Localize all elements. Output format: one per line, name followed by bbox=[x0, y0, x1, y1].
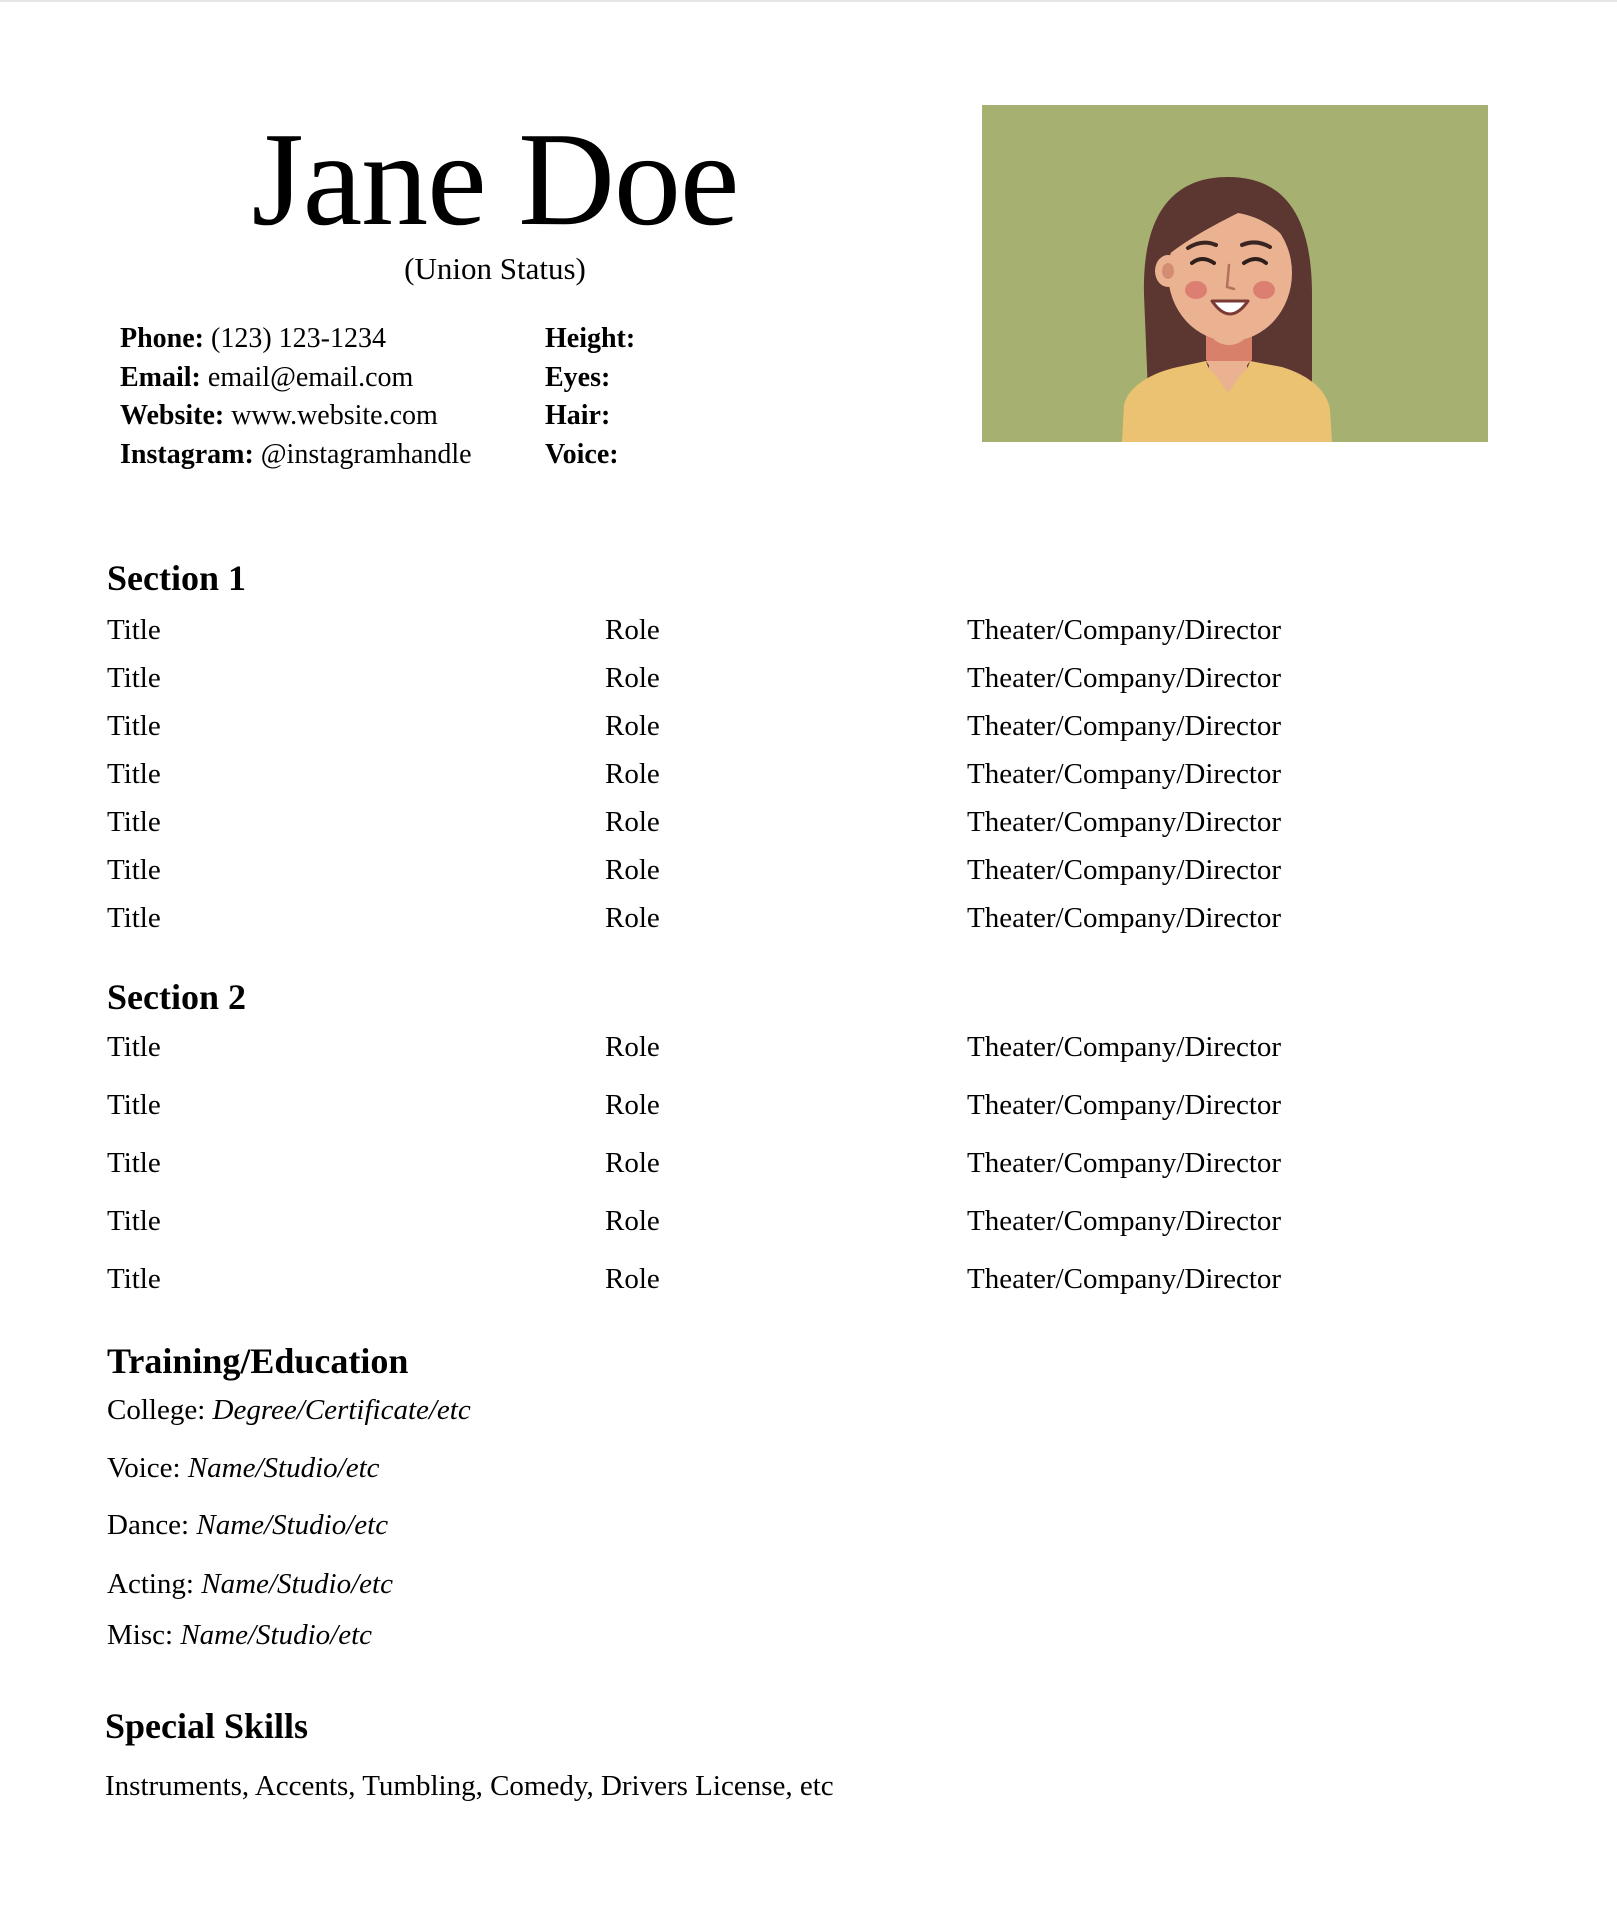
credit-title: Title bbox=[107, 662, 161, 694]
stat-height bbox=[545, 320, 635, 359]
credit-title: Title bbox=[107, 1147, 161, 1179]
credit-role: Role bbox=[605, 710, 660, 742]
credit-title: Title bbox=[107, 614, 161, 646]
credit-venue: Theater/Company/Director bbox=[967, 1263, 1282, 1295]
credit-role: Role bbox=[605, 806, 660, 838]
credit-role: Role bbox=[605, 1031, 660, 1063]
credit-role: Role bbox=[605, 614, 660, 646]
credit-title: Title bbox=[107, 1205, 161, 1237]
email-value: email@email.com bbox=[200, 361, 414, 393]
credit-venue: Theater/Company/Director bbox=[967, 710, 1282, 742]
website-value: www.website.com bbox=[224, 400, 438, 431]
credit-title: Title bbox=[107, 758, 161, 790]
physical-stats bbox=[545, 320, 635, 474]
credit-role: Role bbox=[605, 1089, 660, 1121]
eyes-label: Eyes: bbox=[545, 361, 611, 393]
stat-voice bbox=[545, 436, 635, 475]
headshot-photo bbox=[982, 105, 1488, 442]
contact-phone bbox=[120, 320, 472, 359]
training-label: Voice: bbox=[107, 1452, 188, 1484]
page-top-border bbox=[0, 0, 1617, 2]
credit-venue: Theater/Company/Director bbox=[967, 854, 1282, 886]
training-label: Misc: bbox=[107, 1619, 181, 1651]
credit-venue: Theater/Company/Director bbox=[967, 758, 1282, 790]
credit-row bbox=[107, 1260, 1407, 1318]
credit-title: Title bbox=[107, 1089, 161, 1121]
stat-eyes bbox=[545, 359, 635, 398]
training-label: College: bbox=[107, 1394, 213, 1426]
credit-venue: Theater/Company/Director bbox=[967, 1031, 1282, 1063]
contact-instagram bbox=[120, 436, 472, 475]
credit-role: Role bbox=[605, 854, 660, 886]
credit-venue: Theater/Company/Director bbox=[967, 614, 1282, 646]
credit-row bbox=[107, 1028, 1407, 1086]
training-dance bbox=[107, 1506, 388, 1544]
credit-row bbox=[107, 1144, 1407, 1202]
skills-text: Instruments, Accents, Tumbling, Comedy, Drivers License, etc bbox=[105, 1770, 834, 1802]
credit-row bbox=[107, 1202, 1407, 1260]
training-heading: Training/Education bbox=[107, 1341, 409, 1381]
training-value: Name/Studio/etc bbox=[180, 1619, 372, 1651]
training-value: Name/Studio/etc bbox=[187, 1452, 380, 1484]
union-status: (Union Status) bbox=[404, 251, 586, 286]
phone-label: Phone: bbox=[120, 323, 204, 354]
height-label: Height: bbox=[545, 323, 636, 354]
credit-row bbox=[107, 659, 1407, 707]
credit-title: Title bbox=[107, 854, 161, 886]
credit-row bbox=[107, 803, 1407, 851]
hair-label: Hair: bbox=[545, 400, 611, 431]
credit-row bbox=[107, 611, 1407, 659]
training-value: Degree/Certificate/etc bbox=[212, 1394, 471, 1426]
credit-row bbox=[107, 755, 1407, 803]
credit-title: Title bbox=[107, 710, 161, 742]
contact-info bbox=[120, 320, 472, 474]
credit-row bbox=[107, 899, 1407, 947]
phone-value: (123) 123-1234 bbox=[204, 323, 386, 354]
credit-title: Title bbox=[107, 1263, 161, 1295]
training-label: Acting: bbox=[107, 1568, 202, 1600]
contact-email bbox=[120, 359, 472, 398]
credit-venue: Theater/Company/Director bbox=[967, 806, 1282, 838]
section-2-credits bbox=[107, 1028, 1407, 1318]
credit-role: Role bbox=[605, 1205, 660, 1237]
credit-venue: Theater/Company/Director bbox=[967, 1205, 1282, 1237]
training-value: Name/Studio/etc bbox=[201, 1568, 393, 1600]
credit-venue: Theater/Company/Director bbox=[967, 1089, 1282, 1121]
credit-title: Title bbox=[107, 902, 161, 934]
stat-hair bbox=[545, 397, 635, 436]
voice-label: Voice: bbox=[545, 438, 619, 470]
website-label: Website: bbox=[120, 400, 225, 431]
training-college bbox=[107, 1391, 471, 1429]
section-1-heading: Section 1 bbox=[107, 558, 246, 598]
credit-role: Role bbox=[605, 1147, 660, 1179]
training-acting bbox=[107, 1565, 393, 1603]
headshot-illustration-icon bbox=[982, 105, 1488, 442]
email-label: Email: bbox=[120, 361, 201, 393]
training-value: Name/Studio/etc bbox=[196, 1509, 389, 1541]
credit-row bbox=[107, 707, 1407, 755]
credit-venue: Theater/Company/Director bbox=[967, 662, 1282, 694]
section-2-heading: Section 2 bbox=[107, 977, 246, 1017]
credit-row bbox=[107, 851, 1407, 899]
contact-website bbox=[120, 397, 472, 436]
instagram-label: Instagram: bbox=[120, 438, 254, 470]
section-1-credits bbox=[107, 611, 1407, 947]
credit-row bbox=[107, 1086, 1407, 1144]
training-voice bbox=[107, 1449, 380, 1487]
credit-venue: Theater/Company/Director bbox=[967, 902, 1282, 934]
actor-name: Jane Doe bbox=[251, 105, 739, 253]
instagram-value: @instagramhandle bbox=[253, 438, 472, 470]
training-label: Dance: bbox=[107, 1509, 197, 1541]
credit-role: Role bbox=[605, 1263, 660, 1295]
training-misc bbox=[107, 1616, 372, 1654]
credit-role: Role bbox=[605, 902, 660, 934]
skills-heading: Special Skills bbox=[105, 1706, 309, 1746]
credit-title: Title bbox=[107, 1031, 161, 1063]
credit-role: Role bbox=[605, 662, 660, 694]
credit-venue: Theater/Company/Director bbox=[967, 1147, 1282, 1179]
credit-role: Role bbox=[605, 758, 660, 790]
credit-title: Title bbox=[107, 806, 161, 838]
